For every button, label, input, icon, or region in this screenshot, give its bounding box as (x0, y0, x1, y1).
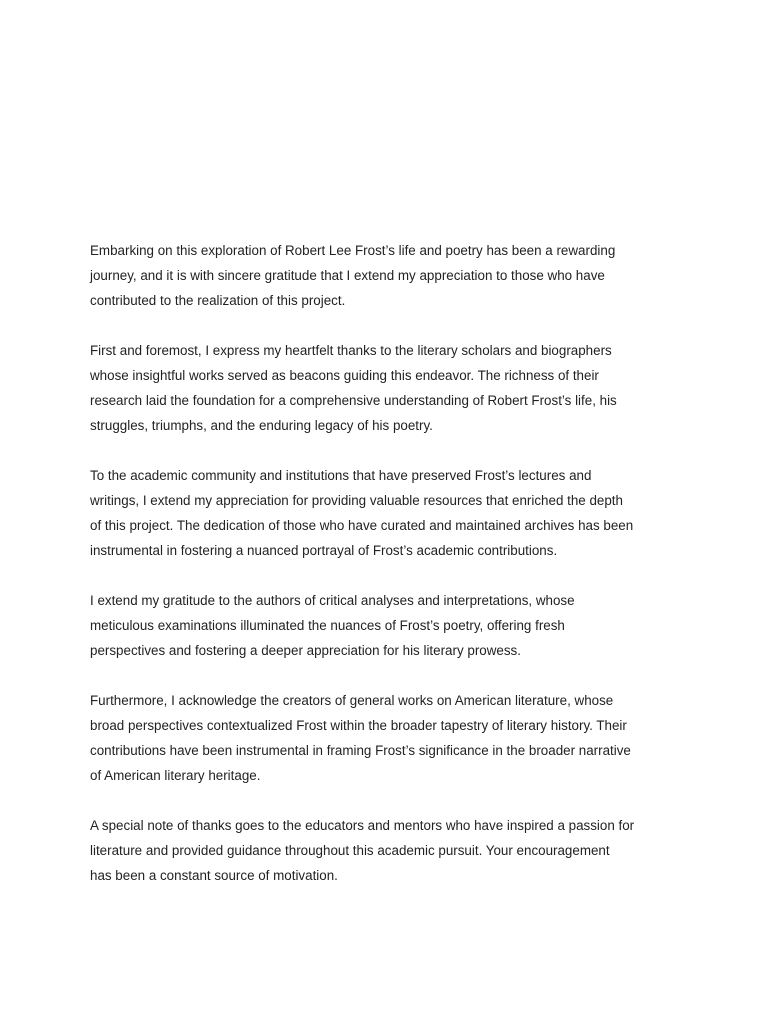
text-line: writings, I extend my appreciation for providing valuable resources that enriched the depth (90, 493, 623, 508)
text-line: contributed to the realization of this project. (90, 293, 346, 308)
text-line: struggles, triumphs, and the enduring legacy of his poetry. (90, 418, 433, 433)
text-line: Embarking on this exploration of Robert Lee Frost’s life and poetry has been a rewarding (90, 243, 616, 258)
paragraph-critics (90, 588, 690, 663)
text-line: has been a constant source of motivation. (90, 868, 338, 883)
paragraph-institutions (90, 463, 690, 563)
text-line: broad perspectives contextualized Frost within the broader tapestry of literary history. Their (90, 718, 627, 733)
text-line: A special note of thanks goes to the educators and mentors who have inspired a passion for (90, 818, 635, 833)
acknowledgements-body (90, 238, 690, 913)
text-line: of American literary heritage. (90, 768, 261, 783)
text-line: whose insightful works served as beacons guiding this endeavor. The richness of their (90, 368, 599, 383)
text-line: perspectives and fostering a deeper appreciation for his literary prowess. (90, 643, 521, 658)
paragraph-general-works (90, 688, 690, 788)
paragraph-scholars (90, 338, 690, 438)
text-line: To the academic community and institutions that have preserved Frost’s lectures and (90, 468, 592, 483)
paragraph-intro (90, 238, 690, 313)
text-line: contributions have been instrumental in framing Frost’s significance in the broader narrative (90, 743, 631, 758)
text-line: First and foremost, I express my heartfelt thanks to the literary scholars and biographers (90, 343, 612, 358)
text-line: instrumental in fostering a nuanced portrayal of Frost’s academic contributions. (90, 543, 558, 558)
text-line: Furthermore, I acknowledge the creators of general works on American literature, whose (90, 693, 614, 708)
text-line: research laid the foundation for a comprehensive understanding of Robert Frost’s life, his (90, 393, 617, 408)
text-line: of this project. The dedication of those who have curated and maintained archives has been (90, 518, 634, 533)
text-line: literature and provided guidance throughout this academic pursuit. Your encouragement (90, 843, 610, 858)
text-line: journey, and it is with sincere gratitude that I extend my appreciation to those who have (90, 268, 605, 283)
text-line: meticulous examinations illuminated the nuances of Frost’s poetry, offering fresh (90, 618, 565, 633)
text-line: I extend my gratitude to the authors of critical analyses and interpretations, whose (90, 593, 575, 608)
paragraph-educators (90, 813, 690, 888)
